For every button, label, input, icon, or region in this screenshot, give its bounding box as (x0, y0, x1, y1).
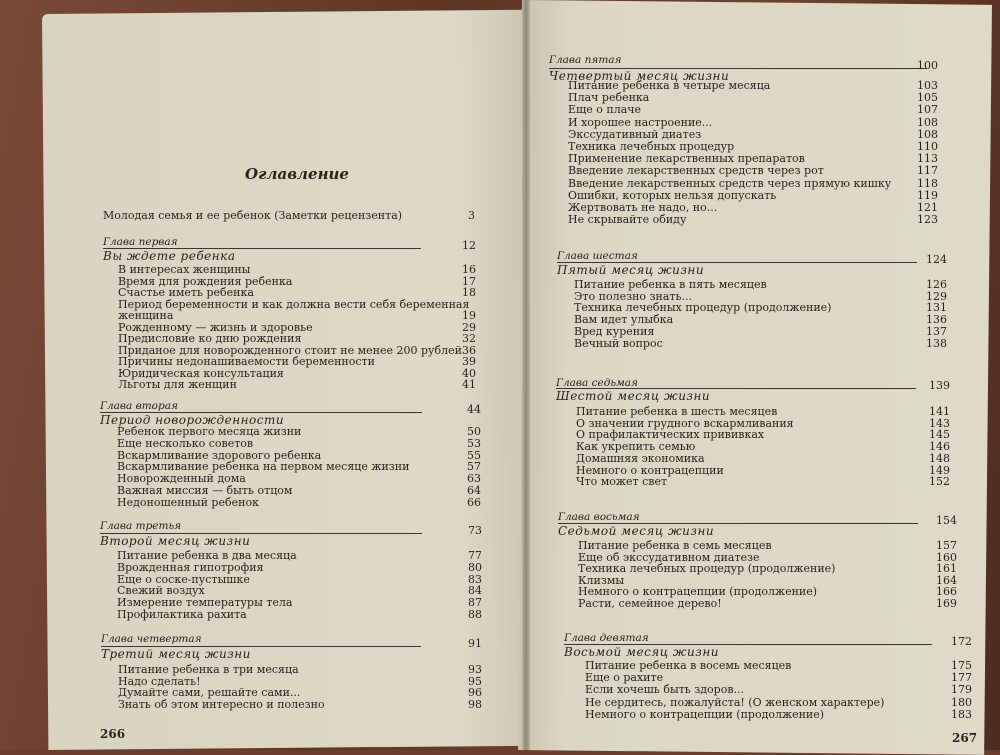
toc-entry-title: Счастье иметь ребенка (118, 286, 254, 299)
toc-entry-title: Новорожденный дома (117, 472, 246, 485)
chapter-title: Пятый месяц жизни (557, 262, 917, 276)
toc-entry-page: 39 (462, 355, 476, 368)
chapter-label: Глава первая (103, 236, 178, 248)
toc-entry-title: Вам идет улыбка (574, 313, 674, 326)
toc-entry-title: Юридическая консультация (118, 367, 284, 380)
toc-entry-page: 108 (917, 116, 938, 129)
toc-entry-title: И хорошее настроение... (568, 116, 713, 129)
toc-entry-title: Введение лекарственных средств через прямую кишку (568, 177, 892, 190)
toc-entry-page: 16 (462, 263, 476, 276)
toc-entry-page: 146 (929, 440, 950, 453)
toc-entry-title: Думайте сами, решайте сами... (118, 686, 301, 699)
toc-entry-page: 88 (468, 608, 482, 621)
toc-entry-page: 96 (468, 686, 482, 699)
toc-entry-page: 55 (467, 449, 481, 462)
toc-entry-title: Важная миссия — быть отцом (117, 484, 293, 497)
toc-entry-page: 36 (462, 344, 476, 357)
toc-entry-title: Время для рождения ребенка (118, 275, 293, 288)
toc-entry-title: Льготы для женщин (118, 378, 237, 391)
toc-entry-title: Надо сделать! (118, 675, 201, 688)
toc-entry-title: Еще несколько советов (117, 437, 254, 450)
toc-entry-page: 180 (951, 696, 972, 709)
toc-entry-title: Недоношенный ребенок (117, 496, 259, 509)
chapter-page-number: 100 (917, 59, 938, 72)
toc-entry-title: женщина (118, 309, 174, 322)
toc-entry-page: 32 (462, 332, 476, 345)
chapter-title: Четвертый месяц жизни (549, 68, 927, 82)
toc-entry-page: 83 (468, 573, 482, 586)
toc-entry-title: Не сердитесь, пожалуйста! (О женском характере) (585, 696, 885, 709)
toc-entry-title: Что может свет (576, 475, 668, 488)
toc-entry-page: 177 (951, 671, 972, 684)
toc-entry-title: Как укрепить семью (576, 440, 696, 453)
chapter-title: Шестой месяц жизни (556, 388, 916, 402)
toc-entry-title: Питание ребенка в три месяца (118, 663, 299, 676)
toc-entry-page: 129 (926, 290, 947, 303)
toc-entry-page: 29 (462, 321, 476, 334)
toc-entry-title: Питание ребенка в четыре месяца (568, 79, 771, 92)
toc-entry-page: 179 (951, 683, 972, 696)
toc-entry-title: Рожденному — жизнь и здоровье (118, 321, 313, 334)
toc-entry-page: 18 (462, 286, 476, 299)
intro-title: Молодая семья и ее ребенок (Заметки рецензента) (103, 209, 403, 222)
toc-entry-page: 53 (467, 437, 481, 450)
toc-entry-page: 113 (917, 152, 938, 165)
toc-entry-title: Предисловие ко дню рождения (118, 332, 302, 345)
toc-entry-title: Ребенок первого месяца жизни (117, 425, 302, 438)
toc-entry-title: Врожденная гипотрофия (117, 561, 264, 574)
toc-entry-page: 126 (926, 278, 947, 291)
toc-entry-title: Немного о контрацепции (продолжение) (578, 585, 818, 598)
toc-entry-page: 138 (926, 337, 947, 350)
toc-entry-title: Питание ребенка в шесть месяцев (576, 405, 778, 418)
toc-entry-title: Вскармливание здорового ребенка (117, 449, 322, 462)
chapter-label: Глава вторая (100, 400, 178, 412)
chapter-page-number: 172 (951, 635, 972, 648)
toc-entry-title: Техника лечебных процедур (продолжение) (578, 562, 836, 575)
toc-entry-page: 64 (467, 484, 481, 497)
toc-entry-page: 107 (917, 103, 938, 116)
toc-entry-page: 121 (917, 201, 938, 214)
toc-entry-page: 118 (917, 177, 938, 190)
chapter-title: Период новорожденности (100, 412, 422, 426)
toc-entry-title: Вечный вопрос (574, 337, 663, 350)
toc-entry-page: 149 (929, 464, 950, 477)
toc-entry-title: Еще о соске-пустышке (117, 573, 250, 586)
intro-page: 3 (468, 209, 475, 222)
toc-entry-page: 87 (468, 596, 482, 609)
toc-entry-title: Вред курения (574, 325, 655, 338)
toc-entry-page: 95 (468, 675, 482, 688)
toc-entry-page: 152 (929, 475, 950, 488)
toc-entry-title: Плач ребенка (568, 91, 650, 104)
toc-entry-title: Питание ребенка в семь месяцев (578, 539, 772, 552)
chapter-page-number: 139 (929, 379, 950, 392)
toc-entry-title: Профилактика рахита (117, 608, 247, 621)
toc-entry-page: 175 (951, 659, 972, 672)
toc-entry-page: 17 (462, 275, 476, 288)
chapter-page-number: 12 (462, 239, 476, 252)
toc-entry-title: Экссудативный диатез (568, 128, 702, 141)
chapter-title: Вы ждете ребенка (103, 248, 421, 262)
toc-entry-page: 141 (929, 405, 950, 418)
chapter-page-number: 73 (468, 524, 482, 537)
toc-entry-title: Техника лечебных процедур (продолжение) (574, 301, 832, 314)
toc-entry-title: Домашняя экономика (576, 452, 705, 465)
chapter-label: Глава пятая (549, 54, 622, 66)
toc-entry-page: 77 (468, 549, 482, 562)
toc-entry-title: Период беременности и как должна вести себя беременная (118, 298, 470, 311)
toc-entry-page: 63 (467, 472, 481, 485)
toc-entry-page: 145 (929, 428, 950, 441)
toc-entry-page: 105 (917, 91, 938, 104)
chapter-page-number: 124 (926, 253, 947, 266)
toc-entry-title: Введение лекарственных средств через рот (568, 164, 824, 177)
toc-entry-page: 19 (462, 309, 476, 322)
toc-entry-title: Приданое для новорожденного стоит не менее 200 рублей (118, 344, 462, 357)
chapter-label: Глава девятая (564, 632, 649, 644)
toc-entry-title: Техника лечебных процедур (568, 140, 735, 153)
chapter-label: Глава третья (100, 520, 182, 532)
toc-entry-title: О значении грудного вскармливания (576, 417, 794, 430)
toc-entry-page: 143 (929, 417, 950, 430)
toc-entry-title: Вскармливание ребенка на первом месяце жизни (117, 460, 410, 473)
toc-entry-title: О прафилактических прививках (576, 428, 765, 441)
toc-entry-title: Питание ребенка в пять месяцев (574, 278, 767, 291)
toc-entry-title: Применение лекарственных препаратов (568, 152, 805, 165)
toc-entry-title: Питание ребенка в два месяца (117, 549, 297, 562)
toc-entry-page: 117 (917, 164, 938, 177)
toc-entry-title: Питание ребенка в восемь месяцев (585, 659, 792, 672)
toc-entry-title: Еще о плаче (568, 103, 642, 116)
chapter-title: Восьмой месяц жизни (564, 644, 932, 658)
toc-title: Оглавление (245, 165, 349, 183)
toc-entry-title: Не скрывайте обиду (568, 213, 687, 226)
toc-entry-page: 50 (467, 425, 481, 438)
toc-entry-title: Клизмы (578, 574, 625, 587)
toc-entry-title: Ошибки, которых нельзя допускать (568, 189, 777, 202)
toc-entry-title: Причины недонашиваемости беременности (118, 355, 375, 368)
toc-entry-title: Немного о контрацепции (продолжение) (585, 708, 825, 721)
chapter-title: Седьмой месяц жизни (558, 523, 918, 537)
toc-entry-page: 164 (936, 574, 957, 587)
toc-entry-page: 108 (917, 128, 938, 141)
toc-entry-page: 41 (462, 378, 476, 391)
chapter-title: Второй месяц жизни (100, 533, 422, 547)
toc-entry-page: 183 (951, 708, 972, 721)
chapter-title: Третий месяц жизни (101, 646, 421, 660)
toc-entry-page: 166 (936, 585, 957, 598)
toc-entry-page: 57 (467, 460, 481, 473)
toc-entry-page: 98 (468, 698, 482, 711)
toc-entry-title: Свежий воздух (117, 584, 205, 597)
chapter-page-number: 44 (467, 403, 481, 416)
chapter-label: Глава восьмая (558, 511, 640, 523)
toc-entry-title: Немного о контрацепции (576, 464, 724, 477)
toc-entry-page: 169 (936, 597, 957, 610)
chapter-page-number: 154 (936, 514, 957, 527)
chapter-page-number: 91 (468, 637, 482, 650)
toc-entry-page: 131 (926, 301, 947, 314)
chapter-label: Глава шестая (557, 250, 638, 262)
left-folio: 266 (100, 727, 126, 741)
toc-entry-title: Знать об этом интересно и полезно (118, 698, 325, 711)
chapter-label: Глава четвертая (101, 633, 202, 645)
toc-entry-page: 110 (917, 140, 938, 153)
toc-entry-page: 137 (926, 325, 947, 338)
toc-entry-title: Если хочешь быть здоров... (585, 683, 745, 696)
toc-entry-page: 161 (936, 562, 957, 575)
book-spine-fold (522, 0, 530, 750)
toc-entry-title: Измерение температуры тела (117, 596, 293, 609)
toc-entry-page: 136 (926, 313, 947, 326)
toc-entry-title: В интересах женщины (118, 263, 251, 276)
toc-entry-page: 119 (917, 189, 938, 202)
toc-entry-title: Расти, семейное дерево! (578, 597, 722, 610)
toc-entry-page: 157 (936, 539, 957, 552)
chapter-label: Глава седьмая (556, 377, 638, 389)
toc-entry-page: 80 (468, 561, 482, 574)
toc-entry-title: Жертвовать не надо, но... (568, 201, 718, 214)
toc-entry-page: 66 (467, 496, 481, 509)
right-folio: 267 (952, 731, 978, 745)
toc-entry-title: Еще об экссудативном диатезе (578, 551, 760, 564)
toc-entry-page: 148 (929, 452, 950, 465)
toc-entry-page: 160 (936, 551, 957, 564)
toc-entry-page: 84 (468, 584, 482, 597)
toc-entry-page: 40 (462, 367, 476, 380)
toc-entry-page: 123 (917, 213, 938, 226)
toc-entry-page: 93 (468, 663, 482, 676)
toc-entry-page: 103 (917, 79, 938, 92)
toc-entry-title: Еще о рахите (585, 671, 664, 684)
toc-entry-title: Это полезно знать... (574, 290, 692, 303)
